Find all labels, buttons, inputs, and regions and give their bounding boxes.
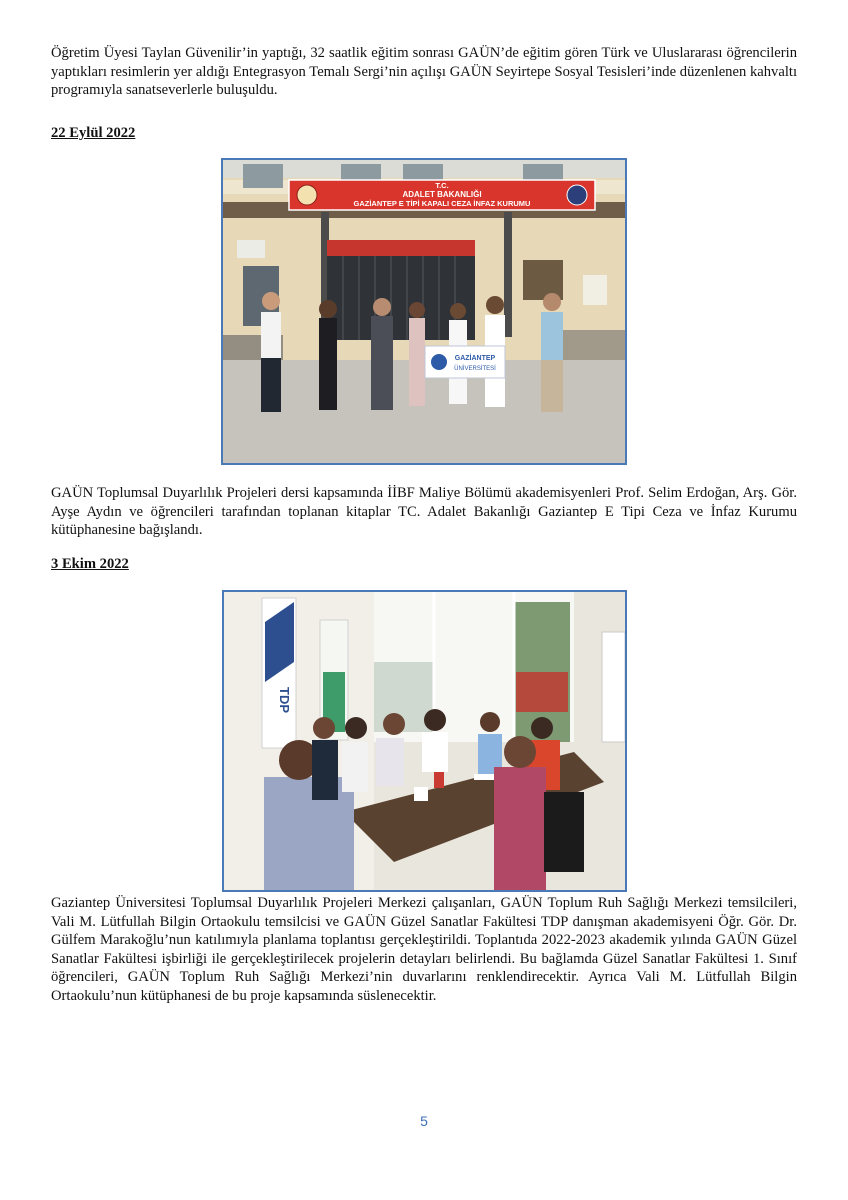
- banner-line-1: GAZİANTEP: [454, 355, 496, 362]
- section-paragraph-2: Gaziantep Üniversitesi Toplumsal Duyarlılık Projeleri Merkezi çalışanları, GAÜN Toplum Ruh Sağlığı Merkezi temsilcileri, Vali M. Lütfullah Bilgin Ortaokulu temsilcisi ve GAÜN Güzel Sanatlar Fakültesi TDP danışman akademisyeni Öğr. Gör. Dr. Gülfem Marakoğlu’nun katılımıyla planlama toplantısı gerçekleştirildi. Toplantıda 2022-2023 akademik yılında GAÜN Güzel Sanatlar Fakültesi işbirliği ile gerçekleştirilecek projelerin detayları belirlendi. Bu bağlamda Güzel Sanatlar Fakültesi 1. Sınıf öğrencileri, GAÜN Toplum Ruh Sağlığı Merkezi’nin duvarlarını renklendirecektir. Ayrıca Vali M. Lütfullah Bilgin Ortaokulu’nun kütüphanesi de bu proje kapsamında süslenecektir.: [51, 895, 797, 1004]
- university-banner: [425, 346, 505, 378]
- sign-line-1: T.C.: [435, 181, 449, 190]
- banner-line-2: ÜNİVERSİTESİ: [454, 366, 496, 372]
- prison-sign: [289, 180, 595, 210]
- section-date-2: 3 Ekim 2022: [51, 556, 129, 572]
- section-paragraph-1: GAÜN Toplumsal Duyarlılık Projeleri dersi kapsamında İİBF Maliye Bölümü akademisyenleri Prof. Selim Erdoğan, Arş. Gör. Ayşe Aydın ve öğrencileri tarafından toplanan kitaplar TC. Adalet Bakanlığı Gaziantep E Tipi Ceza ve İnfaz Kurumu kütüphanesine bağışlandı.: [51, 485, 797, 538]
- whiteboard: [602, 632, 625, 742]
- intro-paragraph: Öğretim Üyesi Taylan Güvenilir’in yaptığı, 32 saatlik eğitim sonrası GAÜN’de eğitim gören Türk ve Uluslararası öğrencilerin yaptıkları resimlerin yer aldığı Entegrasyon Temalı Sergi’nin açılışı GAÜN Seyirtepe Sosyal Tesisleri’inde düzenlenen kahvaltı programıyla sanatseverlerle buluşuldu.: [51, 45, 797, 98]
- sign-line-3: GAZİANTEP E TİPİ KAPALI CEZA İNFAZ KURUMU: [353, 199, 531, 208]
- sign-line-2: ADALET BAKANLIĞI: [402, 190, 482, 199]
- rollup-text: TDP: [277, 687, 292, 713]
- page-number: 5: [420, 1113, 428, 1129]
- meeting-photo: [222, 590, 627, 892]
- rollup-banner-left: [262, 598, 296, 748]
- prison-visit-photo: [221, 158, 627, 465]
- section-date-1: 22 Eylül 2022: [51, 125, 136, 141]
